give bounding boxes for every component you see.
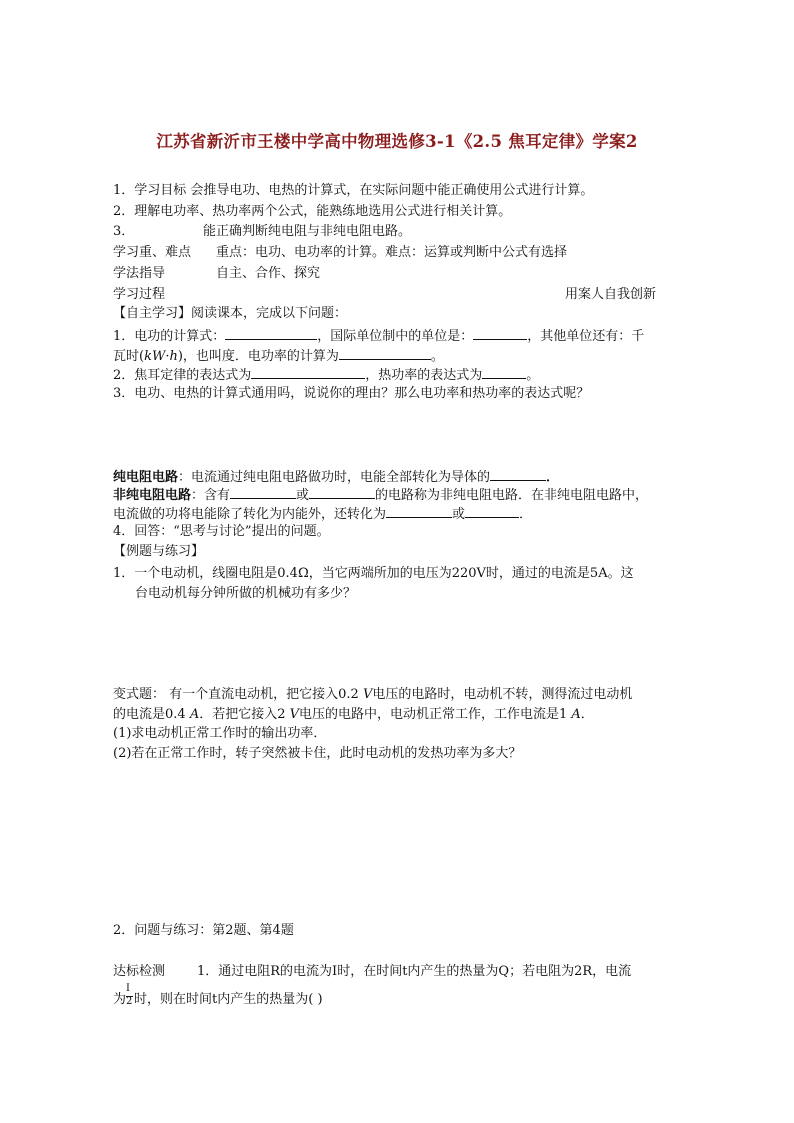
non-pure-text: 电流做的功将电能除了转化为内能外，还转化为 (113, 507, 387, 522)
q2-text: 2．焦耳定律的表达式为 (113, 368, 252, 383)
variant-part-2: (2)若在正常工作时，转子突然被卡住，此时电动机的发热功率为多大？ (113, 746, 522, 761)
user-innovation-label: 用案人自我创新 (565, 287, 657, 302)
variant-question (113, 686, 632, 704)
fraction-i-over-2 (126, 983, 134, 1009)
answer-blank[interactable] (225, 326, 317, 340)
objective-2: 2．理解电功率、热功率两个公式，能熟练地选用公式进行相关计算。 (113, 204, 512, 219)
non-pure-text: 或 (452, 507, 466, 522)
answer-blank[interactable] (309, 485, 375, 499)
objective-3-text: 能正确判断纯电阻与非纯电阻电路。 (203, 224, 412, 239)
variant-part-1: (1)求电动机正常工作时的输出功率． (113, 726, 327, 741)
answer-blank[interactable] (490, 467, 546, 481)
pure-resistance-label: 纯电阻电路 (113, 470, 179, 485)
q1-text: 瓦时( (113, 349, 145, 364)
non-pure-resistance-label: 非纯电阻电路 (113, 488, 192, 503)
objective-3-number: 3． (113, 224, 135, 239)
key-points-label: 学习重、难点 (113, 245, 192, 260)
unit-volt: V (362, 687, 373, 702)
non-pure-text: 或 (296, 488, 310, 503)
answer-blank[interactable] (339, 346, 431, 360)
objective-1: 1．学习目标 会推导电功、电热的计算式，在实际问题中能正确使用公式进行计算。 (113, 183, 594, 198)
self-study-header: 【自主学习】阅读课本，完成以下问题： (113, 306, 348, 321)
objective-3 (113, 223, 411, 241)
study-method (113, 265, 320, 283)
unit-ampere: A (571, 707, 581, 722)
q2-text: ，热功率的表达式为 (365, 368, 483, 383)
key-points (113, 244, 567, 262)
non-pure-text: ：含有 (191, 488, 231, 503)
q1-text: 。 (430, 349, 444, 364)
pure-resistance-text: ：电流通过纯电阻电路做功时，电能全部转化为导体的 (178, 470, 491, 485)
fraction-numerator: I (126, 983, 130, 994)
self-study-q1-cont (113, 346, 444, 366)
answer-blank[interactable] (465, 504, 519, 518)
q1-text: ，其他单位还有：千 (527, 329, 645, 344)
pure-resistance-text: ． (546, 470, 560, 485)
non-pure-resistance-circuit (113, 485, 648, 505)
variant-text: ． (580, 707, 594, 722)
unit-volt: V (289, 707, 299, 722)
variant-question-cont (113, 706, 594, 724)
answer-blank[interactable] (251, 365, 365, 379)
assessment-label: 达标检测 (113, 964, 166, 979)
variant-text: 变式题： 有一个直流电动机，把它接入0.2 (113, 687, 363, 702)
variant-text: 的电流是0.4 (113, 707, 190, 722)
assessment-text: 1．通过电阻R的电流为I时，在时间t内产生的热量为Q；若电阻为2R，电流 (197, 964, 632, 979)
q2-text: 。 (526, 368, 540, 383)
answer-blank[interactable] (386, 504, 452, 518)
key-points-text: 重点：电功、电功率的计算。难点：运算或判断中公式有选择 (216, 245, 568, 260)
answer-blank[interactable] (473, 326, 527, 340)
study-method-text: 自主、合作、探究 (216, 266, 321, 281)
self-study-q1 (113, 326, 644, 346)
q1-text: )，也叫度．电功率的计算为 (177, 349, 339, 364)
examples-header: 【例题与练习】 (113, 544, 205, 559)
example-1: 1．一个电动机，线圈电阻是0.4Ω，当它两端所加的电压为220V时，通过的电流是5A。这 (113, 566, 634, 581)
document-title: 江苏省新沂市王楼中学高中物理选修3-1《2.5 焦耳定律》学案2 (156, 132, 638, 151)
q1-text: 1．电功的计算式： (113, 329, 226, 344)
example-1-cont: 台电动机每分钟所做的机械功有多少？ (135, 586, 357, 601)
non-pure-text: ． (519, 507, 533, 522)
fraction-denominator: 2 (126, 996, 133, 1007)
answer-blank[interactable] (482, 365, 526, 379)
assessment-text: 时，则在时间t内产生的热量为( ) (134, 992, 323, 1007)
variant-text: ．若把它接入2 (199, 707, 290, 722)
study-method-label: 学法指导 (113, 266, 166, 281)
pure-resistance-circuit (113, 467, 559, 487)
variant-text: 电压的电路中，电动机正常工作，工作电流是1 (299, 707, 572, 722)
practice-exercises: 2．问题与练习：第2题、第4题 (113, 923, 294, 938)
assessment-question-cont (113, 983, 323, 1009)
assessment-text: 为 (113, 992, 127, 1007)
self-study-q2 (113, 365, 539, 385)
self-study-q3: 3．电功、电热的计算式通用吗，说说你的理由？那么电功率和热功率的表达式呢？ (113, 386, 590, 401)
variant-text: 电压的电路时，电动机不转，测得流过电动机 (372, 687, 633, 702)
non-pure-resistance-cont (113, 504, 532, 524)
learning-process-label: 学习过程 (113, 287, 166, 302)
non-pure-text: 的电路称为非纯电阻电路．在非纯电阻电路中， (375, 488, 649, 503)
q1-text: ，国际单位制中的单位是： (317, 329, 474, 344)
unit-ampere: A (189, 707, 200, 722)
question-4: 4．回答：“思考与讨论”提出的问题。 (113, 524, 330, 539)
unit-kwh: kW·h (144, 349, 178, 364)
answer-blank[interactable] (230, 485, 296, 499)
assessment-question (113, 963, 631, 981)
